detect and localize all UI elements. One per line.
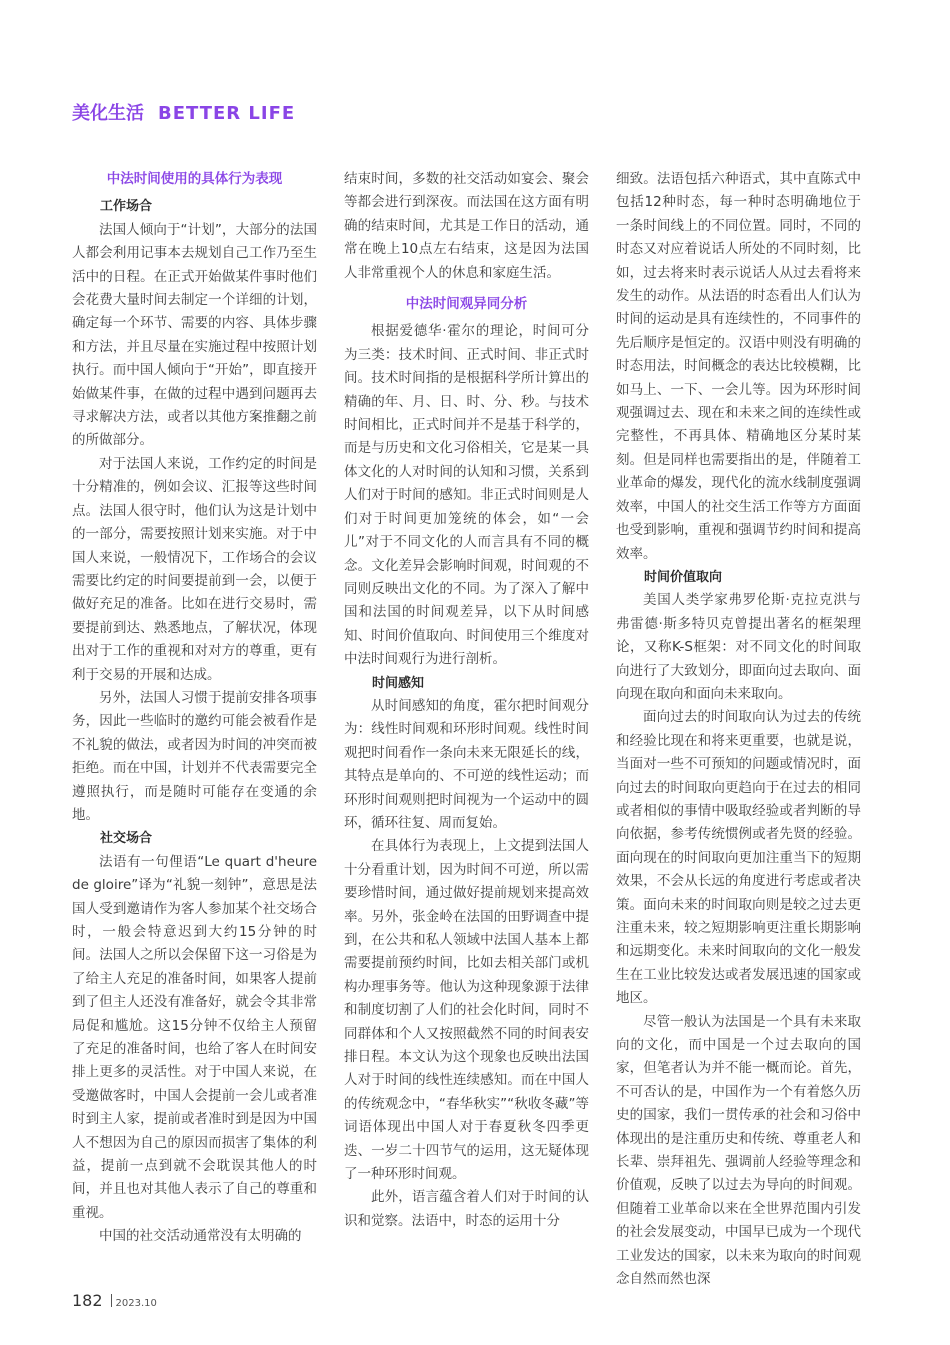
paragraph: 美国人类学家弗罗伦斯·克拉克洪与弗雷德·斯多特贝克曾提出著名的框架理论，又称K-S框架：对不同文化的时间取向进行了大致划分，即面向过去取向、面向现在取向和面向未来取向。 bbox=[616, 592, 861, 702]
paragraph: 尽管一般认为法国是一个具有未来取向的文化，而中国是一个过去取向的国家，但笔者认为并不能一概而论。首先，不可否认的是，中国作为一个有着悠久历史的国家，我们一贯传承的社会和习俗中体现出的是注重历史和传统、尊重老人和长辈、崇拜祖先、强调前人经验等理念和价值观，反映了以过去为导向的时间观。但随着工业革命以来在全世界范围内引发的社会发展变动，中国早已成为一个现代工业发达的国家，以未来为取向的时间观念自然而然也深 bbox=[616, 1013, 861, 1288]
header-cn: 美化生活 bbox=[72, 103, 144, 124]
footer-divider bbox=[111, 1294, 112, 1307]
column-3 bbox=[616, 168, 861, 1292]
paragraph: 面向过去的时间取向认为过去的传统和经验比现在和将来更重要，也就是说，当面对一些不可预知的问题或情况时，面向过去的时间取向更趋向于在过去的相同或者相似的事情中吸取经验或者判断的导向依据，参考传统惯例或者先贤的经验。面向现在的时间取向更加注重当下的短期效果，不会从长远的角度进行考虑或者决策。面向未来的时间取向则是较之过去更注重未来，较之短期影响更注重长期影响和远期变化。未来时间取向的文化一般发生在工业比较发达或者发展迅速的国家或地区。 bbox=[616, 709, 861, 1007]
column-2 bbox=[344, 168, 589, 1233]
paragraph: 在具体行为表现上，上文提到法国人十分看重计划，因为时间不可逆，所以需要珍惜时间，通过做好提前规划来提高效率。另外，张金岭在法国的田野调查中提到，在公共和私人领域中法国人基本上都需要提前预约时间，比如去相关部门或机构办理事务等。他认为这种现象源于法律和制度切割了人们的社会化时间，同时不同群体和个人又按照截然不同的时间表安排日程。本文认为这个现象也反映出法国人对于时间的线性连续感知。而在中国人的传统观念中，“春华秋实”“秋收冬藏”等词语体现出中国人对于春夏秋冬四季更迭、一岁二十四节气的运用，这无疑体现了一种环形时间观。 bbox=[344, 838, 589, 1183]
page-number: 182 bbox=[72, 1291, 103, 1310]
paragraph: 法国人倾向于“计划”，大部分的法国人都会利用记事本去规划自己工作乃至生活中的日程。在正式开始做某件事时他们会花费大量时间去制定一个详细的计划，确定每一个环节、需要的内容、具体步骤和方法，并且尽量在实施过程中按照计划执行。而中国人倾向于“开始”，即直接开始做某件事，在做的过程中遇到问题再去寻求解决方法，或者以其他方案推翻之前的所做部分。 bbox=[72, 221, 317, 449]
paragraph: 对于法国人来说，工作约定的时间是十分精准的，例如会议、汇报等这些时间点。法国人很守时，他们认为这是计划中的一部分，需要按照计划来实施。对于中国人来说，一般情况下，工作场合的会议需要比约定的时间要提前到一会，以便于做好充足的准备。比如在进行交易时，需要提前到达、熟悉地点，了解状况，体现出对于工作的重视和对对方的尊重，更有利于交易的开展和达成。 bbox=[72, 455, 317, 683]
paragraph: 细致。法语包括六种语式，其中直陈式中包括12种时态，每一种时态明确地位于一条时间线上的不同位置。同时，不同的时态又对应着说话人所处的不同时刻，比如，过去将来时表示说话人从过去看将来发生的动作。从法语的时态看出人们认为时间的运动是具有连续性的，不同事件的先后顺序是恒定的。汉语中则没有明确的时态用法，时间概念的表达比较模糊，比如马上、一下、一会儿等。因为环形时间观强调过去、现在和未来之间的连续性或完整性，不再具体、精确地区分某时某刻。但是同样也需要指出的是，伴随着工业革命的爆发，现代化的流水线制度强调效率，中国人的社交生活工作等方方面面也受到影响，重视和强调节约时间和提高效率。 bbox=[616, 171, 861, 562]
paragraph: 法语有一句俚语“Le quart d'heure de gloire”译为“礼貌一刻钟”，意思是法国人受到邀请作为客人参加某个社交场合时，一般会特意迟到大约15分钟的时间。法国人之所以会保留下这一习俗是为了给主人充足的准备时间，如果客人提前到了但主人还没有准备好，就会令其非常局促和尴尬。这15分钟不仅给主人预留了充足的准备时间，也给了客人在时间安排上更多的灵活性。对于中国人来说，在受邀做客时，中国人会提前一会儿或者准时到主人家，提前或者准时到是因为中国人不想因为自己的原因而损害了集体的利益，提前一点到就不会耽误其他人的时间，并且也对其他人表示了自己的尊重和重视。 bbox=[72, 853, 317, 1221]
paragraph: 从时间感知的角度，霍尔把时间观分为：线性时间观和环形时间观。线性时间观把时间看作一条向未来无限延长的线，其特点是单向的、不可逆的线性运动；而环形时间观则把时间视为一个运动中的圆环，循环往复、周而复始。 bbox=[344, 697, 589, 831]
page-footer bbox=[72, 1291, 157, 1310]
paragraph: 根据爱德华·霍尔的理论，时间可分为三类：技术时间、正式时间、非正式时间。技术时间指的是根据科学所计算出的精确的年、月、日、时、分、秒。与技术时间相比，正式时间并不是基于科学的，而是与历史和文化习俗相关，它是某一具体文化的人对时间的认知和习惯，关系到人们对于时间的感知。非正式时间则是人们对于时间更加笼统的体会，如“一会儿”对于不同文化的人而言具有不同的概念。文化差异会影响时间观，时间观的不同则反映出文化的不同。为了深入了解中国和法国的时间观差异，以下从时间感知、时间价值取向、时间使用三个维度对中法时间观行为进行剖析。 bbox=[344, 323, 589, 668]
paragraph: 结束时间，多数的社交活动如宴会、聚会等都会进行到深夜。而法国在这方面有明确的结束时间，尤其是工作日的活动，通常在晚上10点左右结束，这是因为法国人非常重视个人的休息和家庭生活。 bbox=[344, 171, 589, 281]
paragraph: 中国的社交活动通常没有太明确的 bbox=[99, 1228, 302, 1245]
paragraph: 另外，法国人习惯于提前安排各项事务，因此一些临时的邀约可能会被看作是不礼貌的做法，或者因为时间的冲突而被拒绝。而在中国，计划并不代表需要完全遵照执行，而是随时可能存在变通的余地。 bbox=[72, 689, 317, 823]
subheading-work: 工作场合 bbox=[100, 199, 153, 215]
subheading-perception: 时间感知 bbox=[372, 675, 425, 691]
header-en: BETTER LIFE bbox=[158, 103, 296, 124]
column-1 bbox=[72, 168, 317, 1249]
subheading-social: 社交场合 bbox=[100, 831, 153, 847]
paragraph: 此外，语言蕴含着人们对于时间的认识和觉察。法语中，时态的运用十分 bbox=[344, 1189, 589, 1229]
section-heading-analysis: 中法时间观异同分析 bbox=[405, 296, 528, 313]
column-header bbox=[72, 101, 295, 127]
subheading-value: 时间价值取向 bbox=[644, 569, 723, 585]
section-heading-behavior: 中法时间使用的具体行为表现 bbox=[106, 171, 283, 187]
issue-date: 2023.10 bbox=[115, 1298, 157, 1309]
